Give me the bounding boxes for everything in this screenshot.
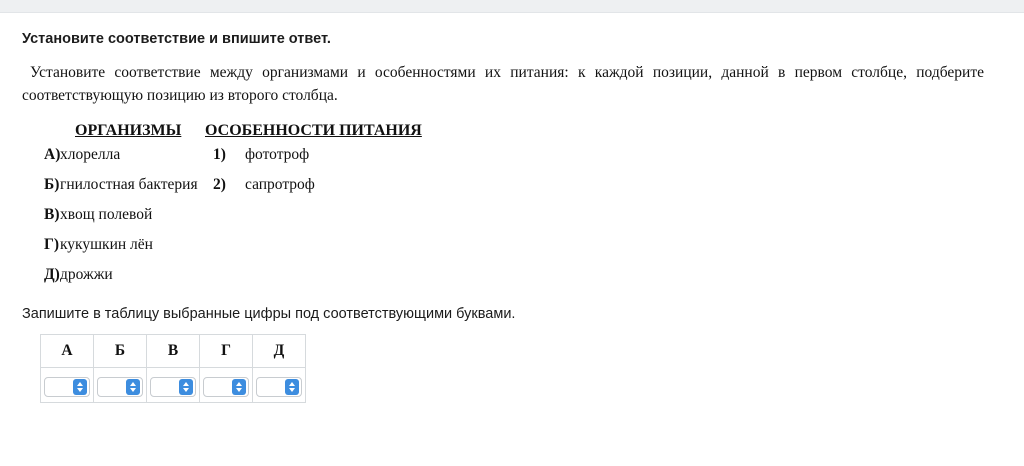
stepper-arrows-icon[interactable] (285, 379, 299, 395)
top-strip (0, 0, 1024, 13)
stepper-arrows-icon[interactable] (73, 379, 87, 395)
list-item-label: хвощ полевой (60, 205, 153, 223)
columns-header-row (20, 122, 1004, 140)
nutrition-list (205, 146, 605, 296)
answer-cell-g (200, 367, 253, 402)
stepper-arrows-icon[interactable] (179, 379, 193, 395)
list-item (20, 176, 205, 193)
answer-cell-b (94, 367, 147, 402)
list-item-label: гнилостная бактерия (60, 175, 198, 193)
answer-stepper-g[interactable] (203, 377, 249, 397)
table-header-cell: Г (200, 334, 253, 367)
list-item-marker: Д) (44, 265, 60, 283)
organisms-column-header (20, 122, 205, 140)
list-item (205, 146, 605, 163)
organisms-list (20, 146, 205, 296)
table-header-row (41, 334, 306, 367)
list-item (20, 266, 205, 283)
list-item (20, 236, 205, 253)
answer-stepper-v[interactable] (150, 377, 196, 397)
page-title: Установите соответствие и впишите ответ. (22, 31, 331, 47)
list-item (20, 146, 205, 163)
task-page (0, 13, 1024, 403)
list-item-marker: Г) (44, 235, 60, 253)
table-header-cell: Д (253, 334, 306, 367)
list-item-marker: А) (44, 145, 61, 163)
list-item-label: хлорелла (60, 145, 121, 163)
answer-instruction: Запишите в таблицу выбранные цифры под соответствующими буквами. (22, 305, 516, 322)
answer-stepper-d[interactable] (256, 377, 302, 397)
matching-columns (20, 146, 1004, 296)
table-row (41, 367, 306, 402)
answer-cell-a (41, 367, 94, 402)
nutrition-column-header (205, 122, 422, 140)
answer-table (40, 334, 306, 403)
list-item-marker: 2) (213, 175, 226, 193)
table-header-cell: А (41, 334, 94, 367)
table-header-cell: Б (94, 334, 147, 367)
stepper-arrows-icon[interactable] (232, 379, 246, 395)
stepper-arrows-icon[interactable] (126, 379, 140, 395)
list-item-marker: Б) (44, 175, 60, 193)
answer-cell-v (147, 367, 200, 402)
organisms-column-header-text: ОРГАНИЗМЫ (75, 121, 182, 139)
answer-stepper-b[interactable] (97, 377, 143, 397)
list-item-marker: В) (44, 205, 60, 223)
nutrition-column-header-text: ОСОБЕННОСТИ ПИТАНИЯ (205, 121, 422, 139)
list-item (205, 176, 605, 193)
table-header-cell: В (147, 334, 200, 367)
list-item-label: кукушкин лён (60, 235, 153, 253)
list-item-label: дрожжи (60, 265, 113, 283)
answer-stepper-a[interactable] (44, 377, 90, 397)
list-item-label: фототроф (245, 145, 310, 163)
task-statement: Установите соответствие между организмами и особенностями их питания: к каждой позиции, данной в первом столбце, подберите соответствующую позицию из второго столбца. (22, 64, 984, 105)
answer-cell-d (253, 367, 306, 402)
list-item (20, 206, 205, 223)
list-item-marker: 1) (213, 145, 226, 163)
list-item-label: сапротроф (245, 175, 315, 193)
